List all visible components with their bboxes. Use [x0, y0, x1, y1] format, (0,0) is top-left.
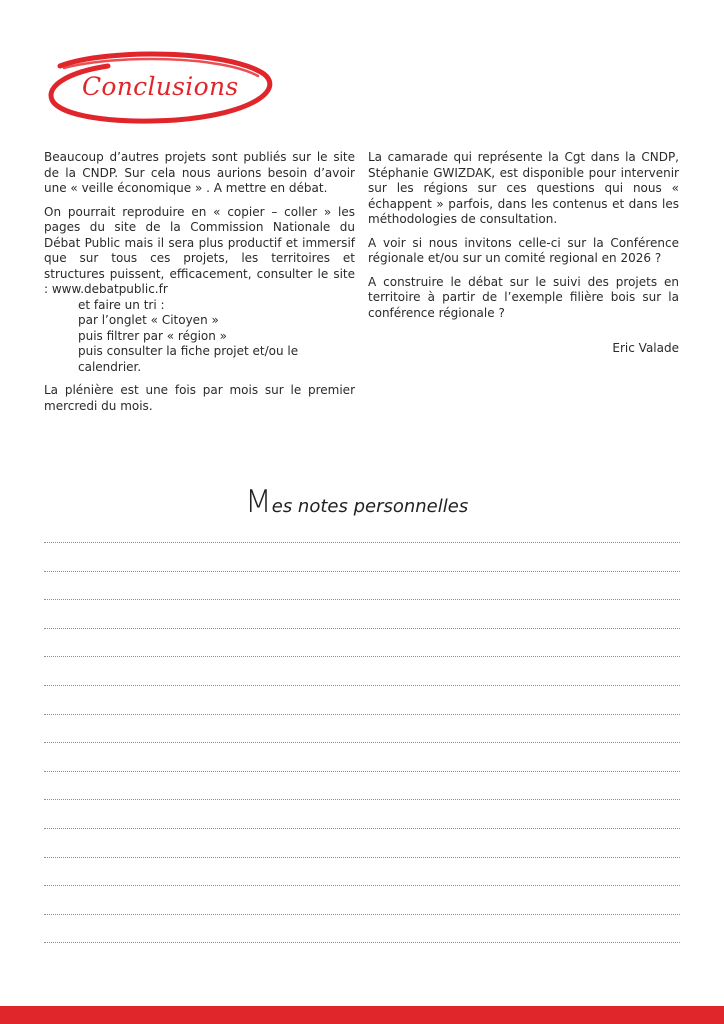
note-line	[44, 656, 680, 685]
filter-steps	[44, 298, 355, 376]
note-line	[44, 714, 680, 743]
page-title: Conclusions	[82, 72, 239, 101]
note-line	[44, 799, 680, 828]
paragraph: A construire le débat sur le suivi des projets en territoire à partir de l’exemple filière bois sur la conférence régionale ?	[368, 274, 679, 320]
note-line	[44, 885, 680, 914]
notes-heading-rest: es notes personnelles	[271, 496, 469, 517]
notes-heading	[245, 484, 468, 520]
note-line	[44, 571, 680, 600]
notes-writing-lines	[44, 542, 680, 971]
note-line	[44, 742, 680, 771]
note-line	[44, 599, 680, 628]
paragraph: La camarade qui représente la Cgt dans la CNDP, Stéphanie GWIZDAK, est disponible pour intervenir sur les régions sur ces questions qui nous « échappent » parfois, dans les contenus et dans les méthodologies de consultation.	[368, 150, 679, 226]
paragraph: La plénière est une fois par mois sur le premier mercredi du mois.	[44, 383, 355, 413]
note-line	[44, 942, 680, 971]
notes-heading-initial: M	[245, 484, 272, 520]
paragraph: Beaucoup d’autres projets sont publiés sur le site de la CNDP. Sur cela nous aurions besoin d’avoir une « veille économique » . A mettre en débat.	[44, 150, 355, 195]
step-item: par l’onglet « Citoyen »	[78, 313, 219, 327]
conclusions-heading	[38, 44, 278, 126]
author-signature: Eric Valade	[612, 341, 679, 355]
paragraph: A voir si nous invitons celle-ci sur la Conférence régionale et/ou sur un comité regional en 2026 ?	[368, 235, 679, 265]
note-line	[44, 914, 680, 943]
right-column	[368, 150, 679, 357]
left-column	[44, 150, 355, 414]
note-line	[44, 828, 680, 857]
note-line	[44, 685, 680, 714]
step-item: et faire un tri :	[78, 297, 165, 312]
note-line	[44, 771, 680, 800]
note-line	[44, 628, 680, 657]
note-line	[44, 542, 680, 571]
paragraph: On pourrait reproduire en « copier – coller » les pages du site de la Commission Nationale du Débat Public mais il sera plus productif et immersif que sur tous ces projets, les territoires et structures puissent, efficacement, consulter le site : www.debatpublic.fr	[44, 204, 355, 296]
footer-bar	[0, 1006, 724, 1024]
step-item: puis consulter la fiche projet et/ou le calendrier.	[78, 344, 299, 374]
step-item: puis filtrer par « région »	[78, 328, 228, 343]
note-line	[44, 857, 680, 886]
